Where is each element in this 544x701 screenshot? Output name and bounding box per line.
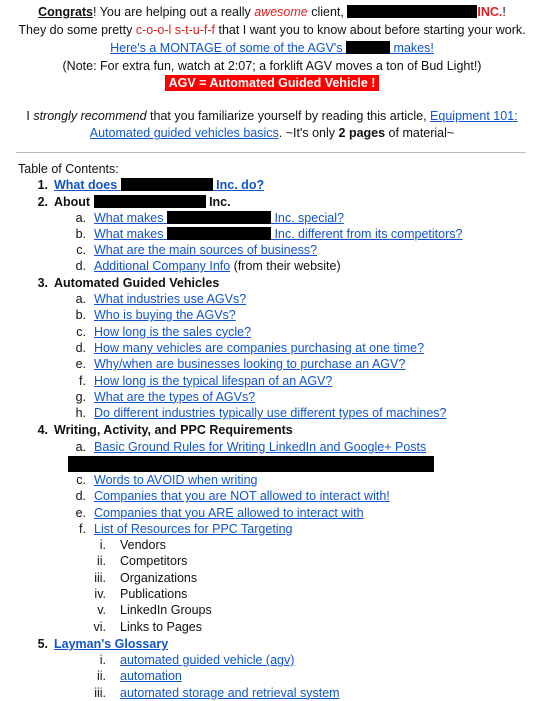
awesome-word: awesome <box>254 5 308 19</box>
toc-subitem-4f-5: vi. Links to Pages <box>93 619 202 634</box>
toc-link-2b[interactable]: What makes Inc. different from its competitors? <box>94 227 463 241</box>
toc-item-3-text[interactable]: How many vehicles are companies purchasing at one time? <box>94 340 425 355</box>
toc-section-4: 4. Writing, Activity, and PPC Requirements <box>37 423 293 437</box>
redaction-bar <box>347 5 477 18</box>
note-line: (Note: For extra fun, watch at 2:07; a forklift AGV moves a ton of Bud Light!) <box>62 59 482 73</box>
toc-item-4-text[interactable]: Companies that you are NOT allowed to interact with! <box>94 489 390 504</box>
toc-subitem-4f-text: Organizations <box>120 570 198 585</box>
toc-item-4-0: c. Words to AVOID when writing <box>76 473 258 487</box>
redaction-bar <box>167 211 271 224</box>
congrats-word: Congrats <box>38 5 94 19</box>
toc-item-3-3: d. How many vehicles are companies purchasing at one time? <box>75 340 425 355</box>
toc-item-3-6: g. What are the types of AGVs? <box>75 389 256 404</box>
glossary-item-0: i. automated guided vehicle (agv) <box>99 653 295 667</box>
redaction-bar <box>346 41 390 54</box>
toc-section-3: 3. Automated Guided Vehicles <box>37 276 220 290</box>
toc-item-3-1: b. Who is buying the AGVs? <box>75 308 236 323</box>
montage-link[interactable]: Here's a MONTAGE of some of the AGV's makes! <box>110 41 434 55</box>
inc-suffix: INC. <box>477 5 503 19</box>
toc-link-2c[interactable]: What are the main sources of business? <box>94 243 318 257</box>
toc-item-4-2: e. Companies that you ARE allowed to interact with <box>75 505 364 520</box>
toc-item-2a: a. What makes Inc. special? <box>75 211 344 225</box>
toc-item-4-text[interactable]: Companies that you ARE allowed to interact with <box>94 505 364 520</box>
toc-item-3-text[interactable]: How long is the sales cycle? <box>94 324 252 339</box>
toc-item-3-7: h. Do different industries typically use different types of machines? <box>75 406 447 421</box>
toc-subitem-4f-text: Vendors <box>120 538 166 552</box>
toc-subitem-4f-text: Links to Pages <box>120 619 202 634</box>
toc-item-4-3: f. List of Resources for PPC Targeting <box>79 521 293 536</box>
glossary-item-2: iii. automated storage and retrieval system <box>94 685 340 700</box>
redaction-bar <box>68 456 434 472</box>
toc-subitem-4f-text: LinkedIn Groups <box>120 603 212 618</box>
toc-subitem-4f-4: v. LinkedIn Groups <box>97 603 212 618</box>
toc-subitem-4f-2: iii. Organizations <box>94 570 198 585</box>
glossary-item-text[interactable]: automated guided vehicle (agv) <box>120 653 295 667</box>
redaction-bar <box>167 227 271 240</box>
montage-line <box>0 40 544 56</box>
toc-item-4-1: d. Companies that you are NOT allowed to interact with! <box>75 489 390 504</box>
redaction-bar <box>94 195 206 208</box>
toc-section-1: 1. What does Inc. do? <box>37 178 265 192</box>
toc-subitem-4f-0: i. Vendors <box>99 538 166 552</box>
redaction-bar <box>121 178 213 191</box>
toc-item-3-2: c. How long is the sales cycle? <box>76 324 252 339</box>
toc-item-3-text[interactable]: How long is the typical lifespan of an AGV? <box>94 373 333 388</box>
toc-item-4-text[interactable]: Words to AVOID when writing <box>94 473 258 487</box>
agv-badge-line <box>0 75 544 91</box>
toc-item-3-text[interactable]: Why/when are businesses looking to purchase an AGV? <box>94 357 406 372</box>
toc-item-3-text[interactable]: What are the types of AGVs? <box>94 389 256 404</box>
toc-link-4a[interactable]: Basic Ground Rules for Writing LinkedIn and Google+ Posts <box>94 440 427 454</box>
recommend-line-1: I strongly recommend that you familiarize yourself by reading this article, Equipment 101: <box>26 109 518 123</box>
strongly-recommend-text: strongly recommend <box>33 109 147 123</box>
intro-line-2: They do some pretty c-o-o-l s-t-u-f-f that I want you to know about before starting your work. <box>18 23 526 37</box>
toc-link-2d[interactable]: Additional Company Info <box>94 259 231 273</box>
glossary-link[interactable]: Layman's Glossary <box>54 637 169 651</box>
toc-subitem-4f-text: Competitors <box>120 554 188 569</box>
toc-item-2c: c. What are the main sources of business? <box>76 243 318 257</box>
toc-item-2b: b. What makes Inc. different from its competitors? <box>75 227 463 241</box>
toc-item-3-4: e. Why/when are businesses looking to purchase an AGV? <box>75 357 406 372</box>
toc-section-5: 5. Layman's Glossary <box>37 637 169 651</box>
toc-subitem-4f-1: ii. Competitors <box>96 554 188 569</box>
toc-item-4a: a. Basic Ground Rules for Writing LinkedIn and Google+ Posts <box>75 440 427 454</box>
toc-item-3-5: f. How long is the typical lifespan of an AGV? <box>79 373 333 388</box>
recommend-line-2: Automated guided vehicles basics. ~It's only 2 pages of material~ <box>89 126 455 140</box>
toc-item-3-text[interactable]: What industries use AGVs? <box>94 292 247 306</box>
article-link-part-2[interactable]: Automated guided vehicles basics <box>89 126 279 140</box>
agv-badge: AGV = Automated Guided Vehicle ! <box>165 75 380 91</box>
toc-section-2: 2. About Inc. <box>37 195 231 209</box>
intro-line-1: Congrats! You are helping out a really awesome client, INC.! <box>38 5 506 19</box>
pages-count: 2 pages <box>338 126 386 140</box>
cool-stuff-text: c-o-o-l s-t-u-f-f <box>135 23 215 37</box>
toc-item-3-0: a. What industries use AGVs? <box>75 292 247 306</box>
article-link-part-1[interactable]: Equipment 101: <box>430 109 518 123</box>
toc-subitem-4f-text: Publications <box>120 586 188 601</box>
glossary-item-1: ii. automation <box>96 669 182 684</box>
toc-link-what-does[interactable]: What does Inc. do? <box>54 178 265 192</box>
toc-item-3-text[interactable]: Who is buying the AGVs? <box>94 308 236 323</box>
toc-item-2d: d. Additional Company Info (from their website) <box>75 259 341 273</box>
toc-link-2a[interactable]: What makes Inc. special? <box>94 211 344 225</box>
glossary-item-text[interactable]: automated storage and retrieval system <box>120 685 340 700</box>
glossary-item-text[interactable]: automation <box>120 669 182 684</box>
divider <box>16 152 526 153</box>
toc-item-3-text[interactable]: Do different industries typically use different types of machines? <box>94 406 447 421</box>
toc-title: Table of Contents: <box>18 162 119 176</box>
toc-subitem-4f-3: iv. Publications <box>94 586 188 601</box>
toc-item-4-text[interactable]: List of Resources for PPC Targeting <box>94 521 293 536</box>
